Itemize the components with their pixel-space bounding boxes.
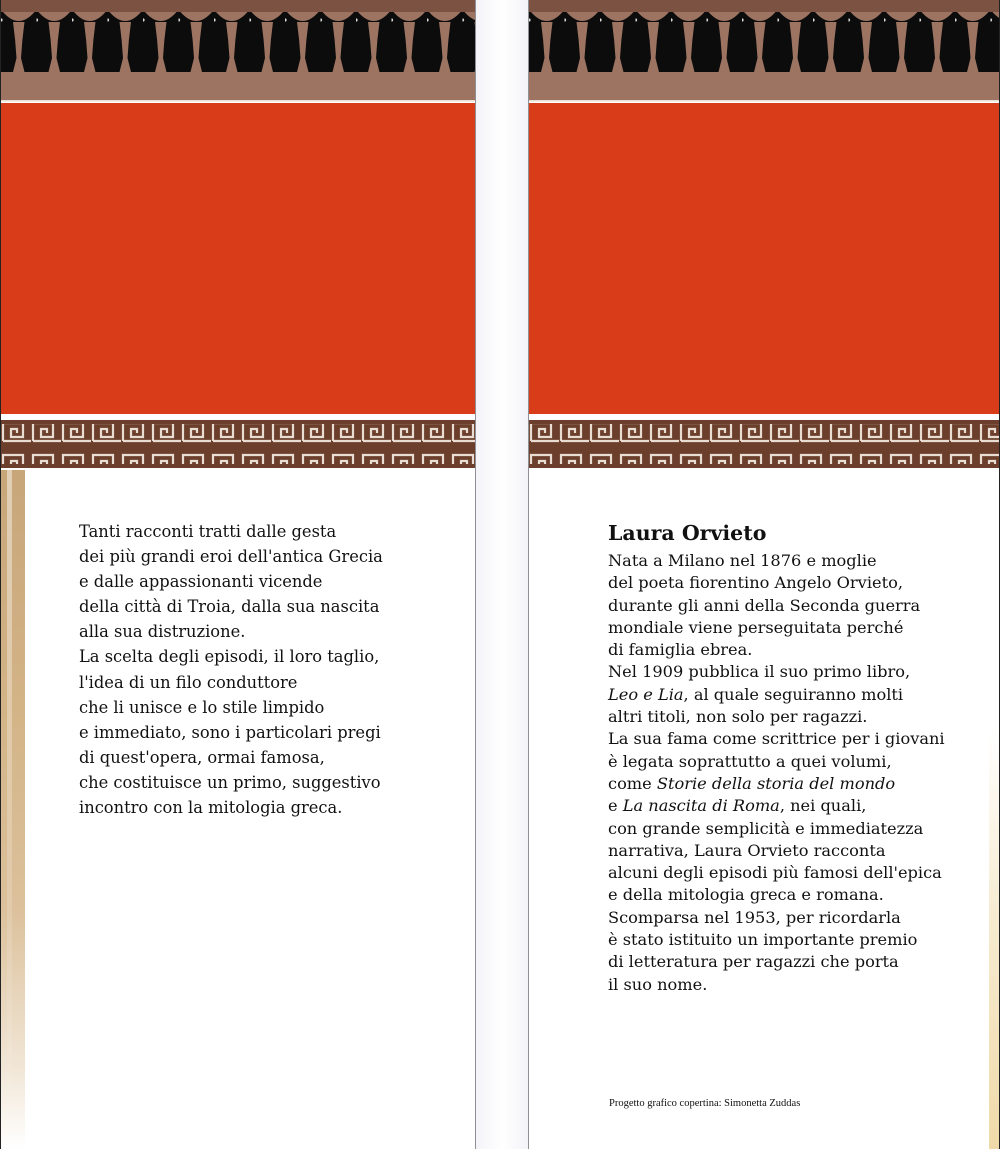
greek-frieze-icon xyxy=(529,0,999,468)
design-credit: Progetto grafico copertina: Simonetta Zuddas xyxy=(609,1098,801,1109)
bio-line xyxy=(608,795,988,817)
author-name: Laura Orvieto xyxy=(608,521,767,545)
bio-line: il suo nome. xyxy=(608,974,708,994)
bio-text: come xyxy=(608,773,657,793)
bio-text: e xyxy=(608,796,623,816)
bio-line: narrativa, Laura Orvieto racconta xyxy=(608,840,886,860)
bio-text: , nei quali, xyxy=(779,796,867,816)
bio-line: e della mitologia greca e romana. xyxy=(608,885,884,905)
book-title: Storie della storia del mondo xyxy=(656,773,896,793)
bio-line: durante gli anni della Seconda guerra xyxy=(608,595,921,615)
decorative-side-strip xyxy=(1,470,25,1149)
bio-line: Scomparsa nel 1953, per ricordarla xyxy=(608,907,901,927)
bio-line: è legata soprattutto a quei volumi, xyxy=(608,751,892,771)
flap-panel xyxy=(529,0,999,1149)
bio-line: altri titoli, non solo per ragazzi. xyxy=(608,707,868,727)
bio-line: è stato istituito un importante premio xyxy=(608,930,918,950)
bio-line: di famiglia ebrea. xyxy=(608,640,753,660)
bio-line xyxy=(608,773,988,795)
bio-line: di letteratura per ragazzi che porta xyxy=(608,952,899,972)
spine-gutter xyxy=(475,0,529,1149)
bio-line: del poeta fiorentino Angelo Orvieto, xyxy=(608,573,903,593)
bio-line xyxy=(608,684,988,706)
author-bio xyxy=(608,519,988,996)
bio-line: La sua fama come scrittrice per i giovani xyxy=(608,729,945,749)
decorative-side-strip xyxy=(989,470,999,1149)
bio-line: con grande semplicità e immediatezza xyxy=(608,818,924,838)
bio-line: Nel 1909 pubblica il suo primo libro, xyxy=(608,662,911,682)
blurb-text: Tanti racconti tratti dalle gesta dei più grandi eroi dell'antica Grecia e dalle appassionanti vicende della città di Troia, dalla sua nascita alla sua distruzione. La scelta degli episodi, il loro taglio, l'idea di un filo conduttore che li unisce e lo stile limpido e immediato, sono i particolari pregi di quest'opera, ormai famosa, che costituisce un primo, suggestivo incontro con la mitologia greca. xyxy=(79,522,383,818)
book-title: La nascita di Roma xyxy=(622,796,780,816)
back-cover-blurb xyxy=(79,519,469,820)
back-cover-panel xyxy=(1,0,475,1149)
decorative-header-band xyxy=(1,0,475,468)
bio-line: alcuni degli episodi più famosi dell'epica xyxy=(608,863,942,883)
book-title: Leo e Lia xyxy=(608,684,684,704)
greek-frieze-icon xyxy=(1,0,475,468)
decorative-header-band xyxy=(529,0,999,468)
bio-line: Nata a Milano nel 1876 e moglie xyxy=(608,551,877,570)
bio-text: , al quale seguiranno molti xyxy=(683,684,904,704)
bio-line: mondiale viene perseguitata perché xyxy=(608,617,904,637)
